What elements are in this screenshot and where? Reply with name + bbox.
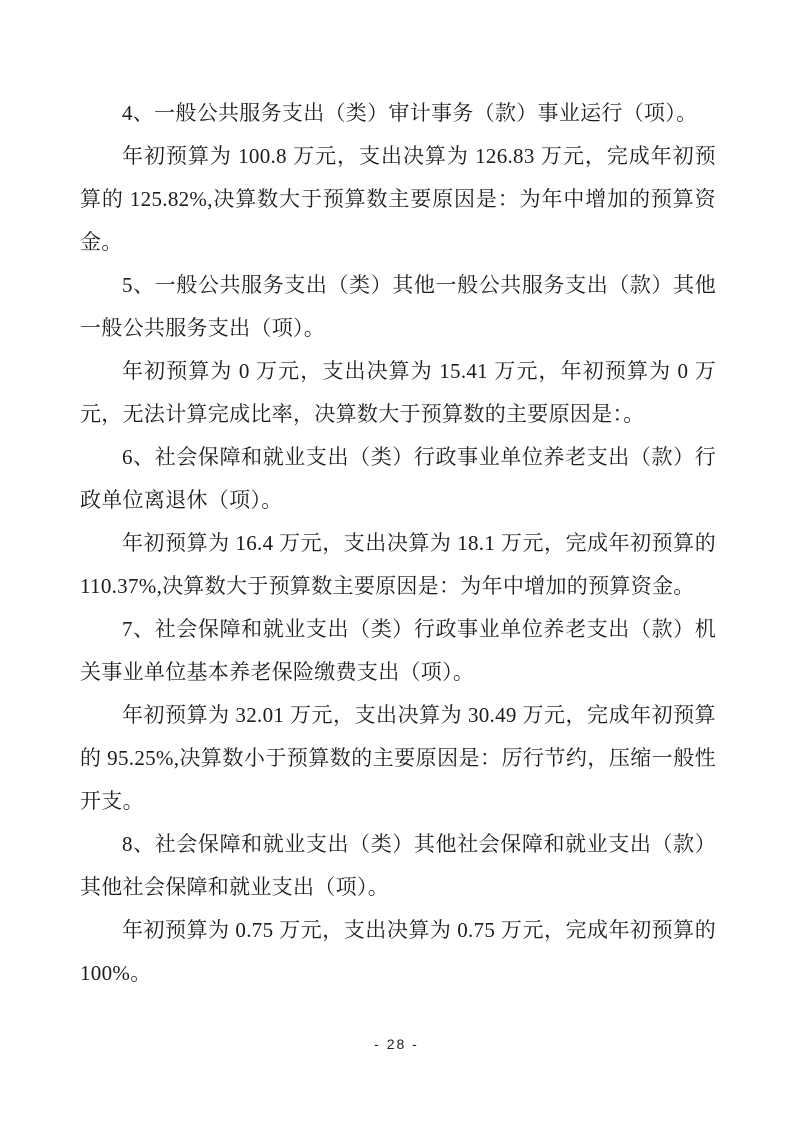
paragraph-item5-detail: 年初预算为 0 万元，支出决算为 15.41 万元，年初预算为 0 万元，无法计算完成比率，决算数大于预算数的主要原因是：。 [80, 359, 716, 426]
paragraph-item8-detail: 年初预算为 0.75 万元，支出决算为 0.75 万元，完成年初预算的 100%。 [80, 918, 716, 985]
paragraph-item8-heading: 8、社会保障和就业支出（类）其他社会保障和就业支出（款）其他社会保障和就业支出（项）。 [80, 832, 716, 899]
paragraph-item7-heading: 7、社会保障和就业支出（类）行政事业单位养老支出（款）机关事业单位基本养老保险缴费支出（项）。 [80, 617, 716, 684]
paragraph-item5-heading: 5、一般公共服务支出（类）其他一般公共服务支出（款）其他一般公共服务支出（项）。 [80, 273, 716, 340]
paragraph-item6-heading: 6、社会保障和就业支出（类）行政事业单位养老支出（款）行政单位离退休（项）。 [80, 445, 716, 512]
paragraph-item6-detail: 年初预算为 16.4 万元，支出决算为 18.1 万元，完成年初预算的 110.37%,决算数大于预算数主要原因是：为年中增加的预算资金。 [80, 531, 716, 598]
page-number: - 28 - [374, 1036, 419, 1052]
paragraph-item7-detail: 年初预算为 32.01 万元，支出决算为 30.49 万元，完成年初预算的 95.25%,决算数小于预算数的主要原因是：厉行节约，压缩一般性开支。 [80, 703, 716, 813]
paragraph-item4-detail: 年初预算为 100.8 万元，支出决算为 126.83 万元，完成年初预算的 125.82%,决算数大于预算数主要原因是：为年中增加的预算资金。 [80, 144, 716, 254]
paragraph-item4-heading: 4、一般公共服务支出（类）审计事务（款）事业运行（项）。 [122, 101, 698, 125]
document-page [80, 92, 716, 995]
